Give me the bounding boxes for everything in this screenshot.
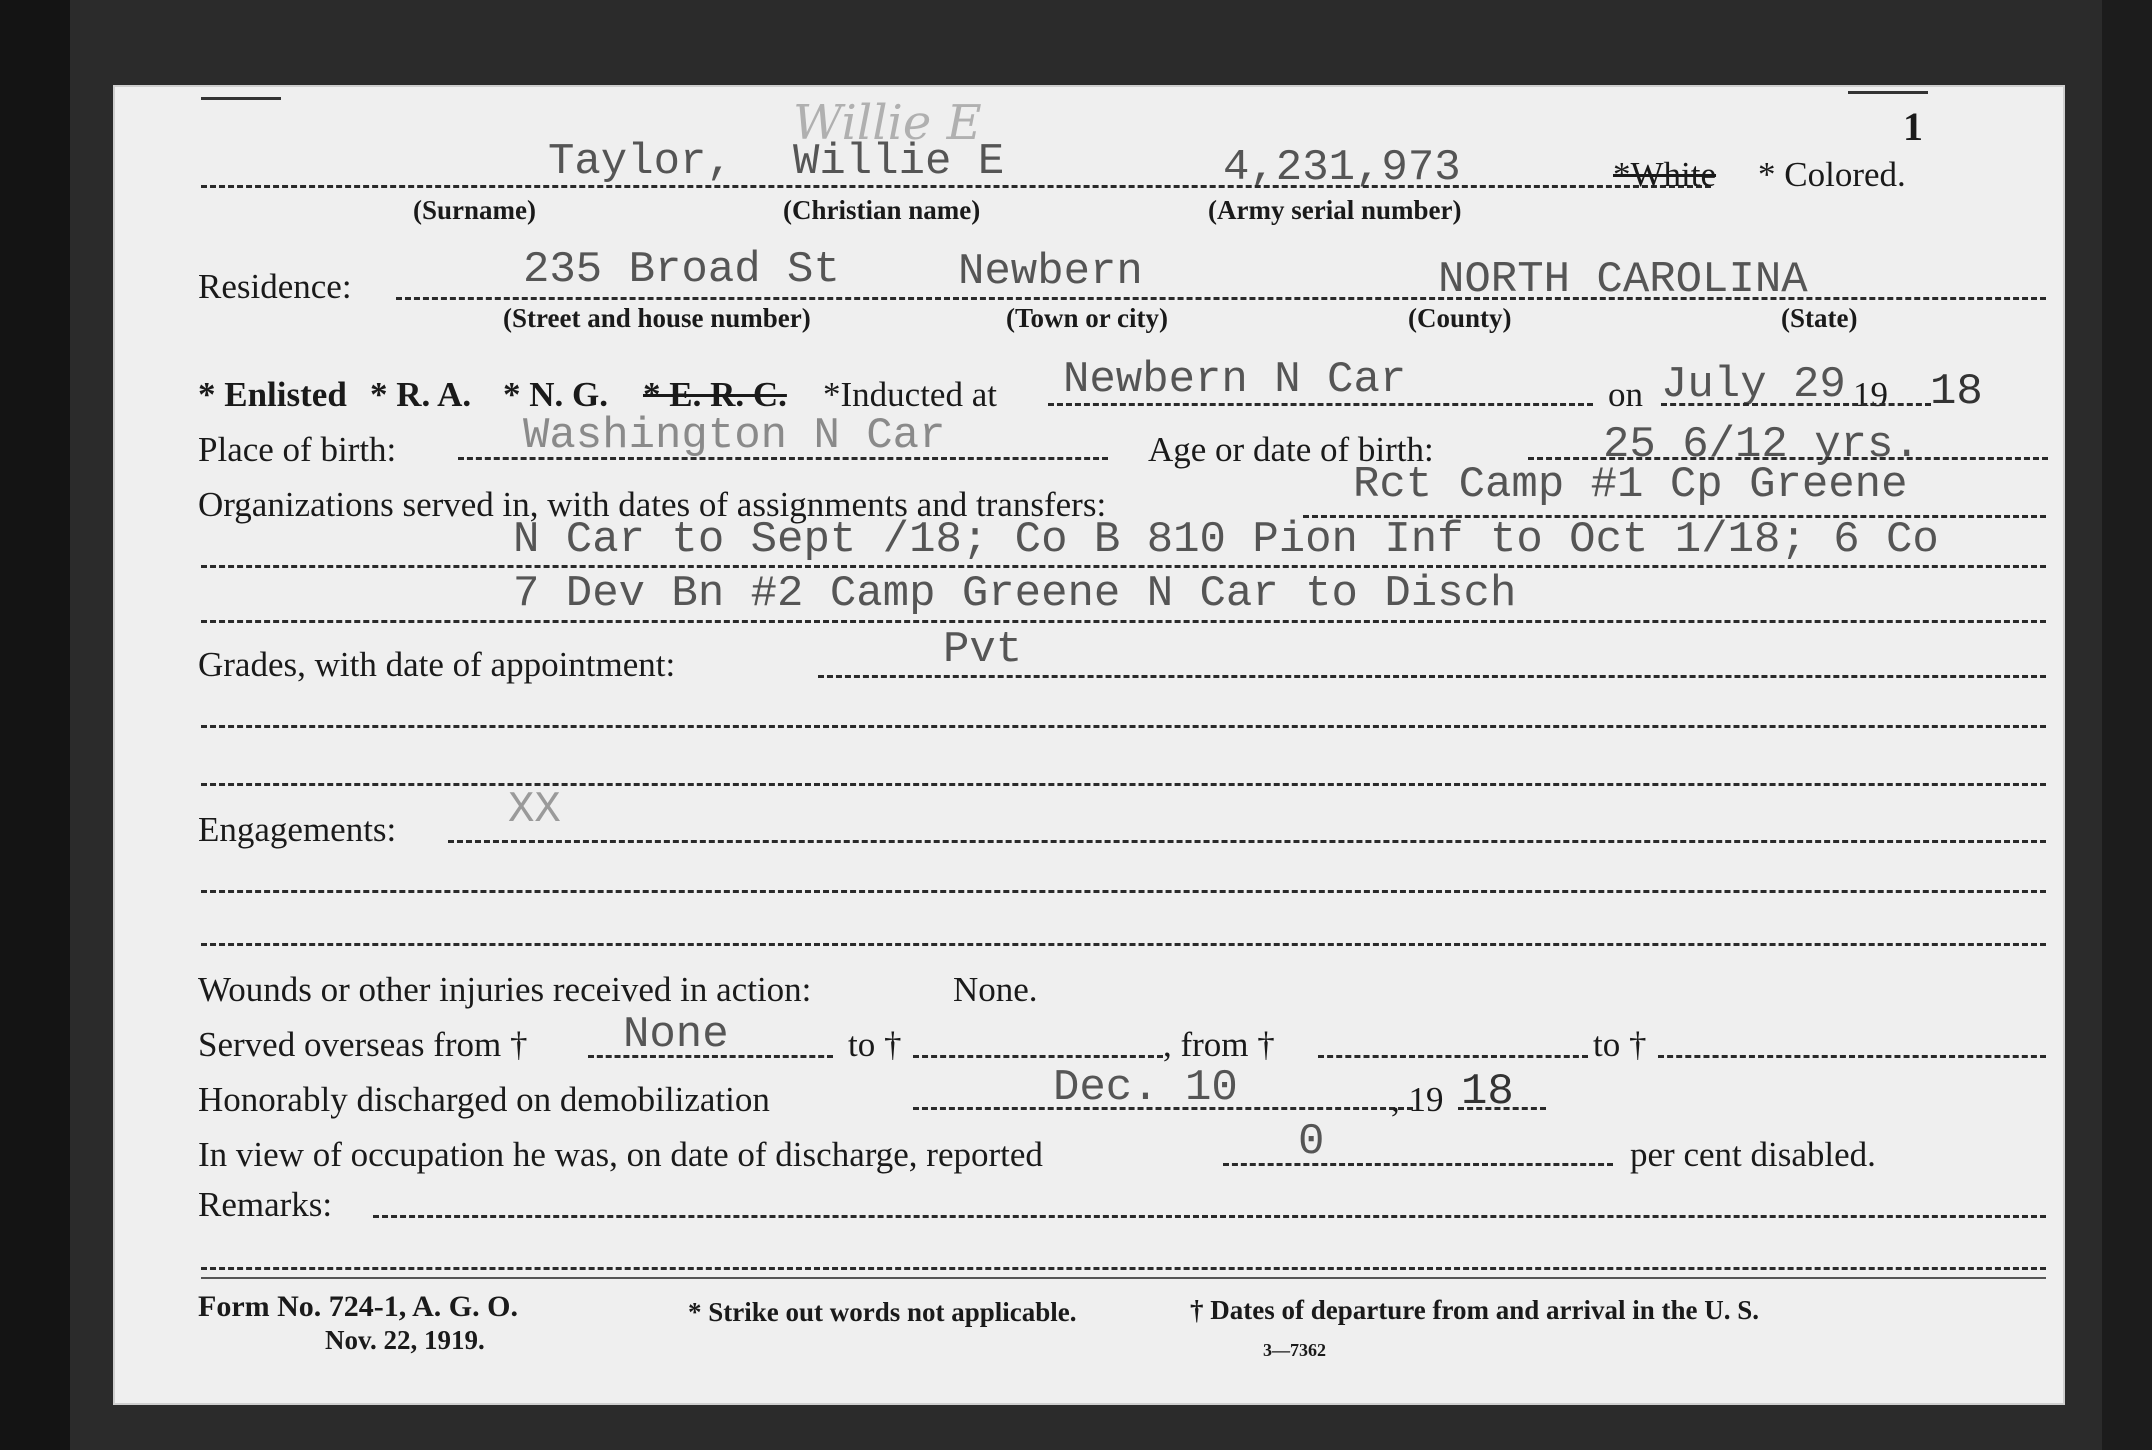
- discharge-date: Dec. 10: [1053, 1063, 1238, 1113]
- overseas-from-line: [588, 1055, 833, 1058]
- handwritten-name: Willie E: [793, 95, 982, 151]
- inducted-year: 18: [1930, 367, 1983, 417]
- inducted-date: July 29: [1661, 360, 1846, 410]
- disability-line: [1223, 1163, 1613, 1166]
- race-colored: * Colored.: [1758, 155, 1906, 194]
- strike-note: * Strike out words not applicable.: [688, 1297, 1077, 1327]
- remarks-rule-1: [373, 1215, 2046, 1218]
- overseas-to-line: [913, 1055, 1163, 1058]
- enlisted-option: * Enlisted: [198, 375, 347, 414]
- christian-name-caption: (Christian name): [783, 195, 981, 225]
- footer-rule: [201, 1277, 2046, 1279]
- wounds-label: Wounds or other injuries received in action:: [198, 970, 812, 1009]
- dates-note: † Dates of departure from and arrival in the U. S.: [1190, 1295, 1759, 1325]
- remarks-label: Remarks:: [198, 1185, 333, 1224]
- ra-option: * R. A.: [370, 375, 472, 414]
- erc-option: * E. R. C.: [643, 375, 787, 414]
- surname-caption: (Surname): [413, 195, 536, 225]
- overseas-from2-line: [1318, 1055, 1588, 1058]
- serial-number-value: 4,231,973: [1223, 143, 1461, 193]
- grades-rule-2: [201, 725, 2046, 728]
- disability-value: 0: [1298, 1117, 1325, 1167]
- organizations-line-3: 7 Dev Bn #2 Camp Greene N Car to Disch: [513, 569, 1517, 619]
- organizations-line-1: Rct Camp #1 Cp Greene: [1353, 460, 1908, 510]
- form-date: Nov. 22, 1919.: [325, 1325, 485, 1355]
- christian-name-value: Willie E: [793, 137, 1005, 187]
- place-of-birth-label: Place of birth:: [198, 430, 397, 469]
- name-line: [201, 185, 1711, 188]
- top-left-rule: [201, 97, 281, 100]
- state-caption: (State): [1781, 303, 1858, 333]
- town-value: Newbern: [958, 247, 1143, 297]
- state-value: NORTH CAROLINA: [1438, 255, 1808, 305]
- wounds-value: None.: [953, 970, 1038, 1009]
- scan-border-right: [2102, 0, 2152, 1450]
- overseas-from-label: Served overseas from †: [198, 1025, 528, 1064]
- scan-border-left: [0, 0, 70, 1450]
- inducted-at-value: Newbern N Car: [1063, 355, 1407, 405]
- engagements-rule-1: [448, 840, 2046, 843]
- place-of-birth-line: [458, 457, 1108, 460]
- form-number: Form No. 724-1, A. G. O.: [198, 1290, 518, 1323]
- overseas-from2-label: , from †: [1163, 1025, 1275, 1064]
- overseas-from-value: None: [623, 1010, 729, 1060]
- grades-value: Pvt: [943, 625, 1023, 675]
- card-number: 1: [1903, 104, 1923, 149]
- street-value: 235 Broad St: [523, 245, 840, 295]
- place-of-birth-value: Washington N Car: [523, 411, 946, 461]
- organizations-label: Organizations served in, with dates of assignments and transfers:: [198, 485, 1107, 524]
- residence-line: [396, 297, 2046, 300]
- on-label: on: [1608, 375, 1643, 414]
- inducted-line: [1048, 403, 1593, 406]
- surname-value: Taylor,: [548, 137, 733, 187]
- grades-rule-3: [201, 783, 2046, 786]
- disability-label: In view of occupation he was, on date of discharge, reported: [198, 1135, 1043, 1174]
- engagements-label: Engagements:: [198, 810, 397, 849]
- age-value: 25 6/12 yrs.: [1603, 420, 1920, 470]
- print-code: 3—7362: [1263, 1340, 1326, 1360]
- engagements-rule-3: [201, 943, 2046, 946]
- discharge-year: 18: [1461, 1067, 1514, 1117]
- engagements-value: XX: [508, 785, 561, 835]
- disability-suffix: per cent disabled.: [1630, 1135, 1876, 1174]
- organizations-line-2: N Car to Sept /18; Co B 810 Pion Inf to Oct 1/18; 6 Co: [513, 515, 1939, 565]
- residence-label: Residence:: [198, 267, 352, 306]
- overseas-to2-label: to †: [1593, 1025, 1647, 1064]
- top-right-rule: [1848, 91, 1928, 94]
- serial-number-caption: (Army serial number): [1208, 195, 1462, 225]
- discharge-year-prefix: , 19: [1391, 1080, 1444, 1119]
- ng-option: * N. G.: [503, 375, 608, 414]
- discharge-line: [913, 1107, 1413, 1110]
- remarks-rule-2: [201, 1267, 2046, 1270]
- inducted-at-label: *Inducted at: [823, 375, 997, 414]
- county-caption: (County): [1408, 303, 1512, 333]
- date-line: [1661, 403, 1931, 406]
- race-white: *White: [1613, 155, 1717, 194]
- overseas-to-label: to †: [848, 1025, 902, 1064]
- street-caption: (Street and house number): [503, 303, 811, 333]
- discharge-year-line: [1458, 1107, 1546, 1110]
- grades-label: Grades, with date of appointment:: [198, 645, 676, 684]
- age-label: Age or date of birth:: [1148, 430, 1434, 469]
- organizations-rule-3: [201, 620, 2046, 623]
- grades-rule-1: [818, 675, 2046, 678]
- engagements-rule-2: [201, 890, 2046, 893]
- overseas-to2-line: [1658, 1055, 2046, 1058]
- discharge-label: Honorably discharged on demobilization: [198, 1080, 770, 1119]
- organizations-rule-2: [201, 565, 2046, 568]
- town-caption: (Town or city): [1006, 303, 1168, 333]
- inducted-year-prefix: 19: [1853, 375, 1888, 414]
- service-record-card: [113, 85, 2065, 1405]
